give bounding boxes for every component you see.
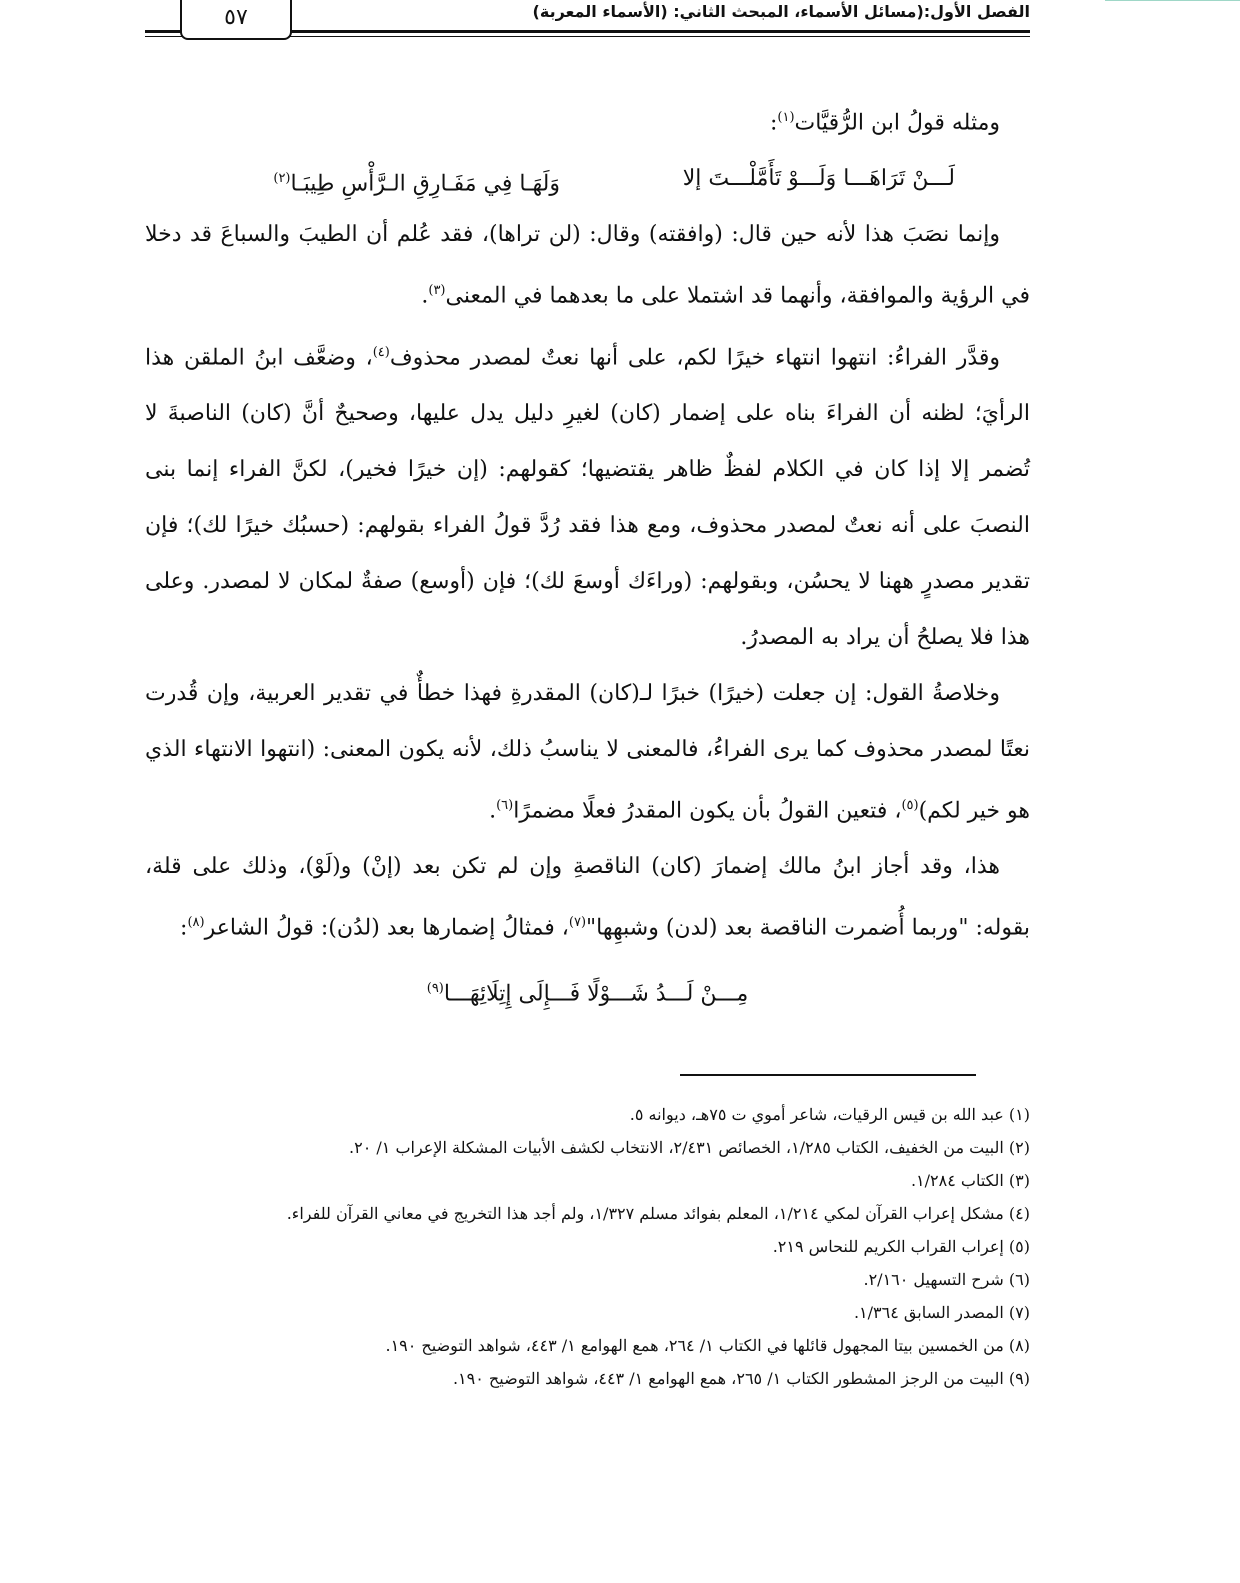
footnote-9: (٩) البيت من الرجز المشطور الكتاب ١/ ٢٦٥، همع الهوامع ١/ ٤٤٣، شواهد التوضيح ١٩٠. <box>452 1369 1030 1388</box>
footnote-8: (٨) من الخمسين بيتا المجهول قائلها في الكتاب ١/ ٢٦٤، همع الهوامع ١/ ٤٤٣، شواهد التوضيح ١٩٠. <box>385 1336 1030 1355</box>
footnote-4: (٤) مشكل إعراب القرآن لمكي ١/٢١٤، المعلم بفوائد مسلم ١/٣٢٧، ولم أجد هذا التخريج في معاني القرآن للفراء. <box>286 1204 1030 1223</box>
footnote-ref: (٩) <box>426 980 444 996</box>
footnotes <box>145 1098 1030 1395</box>
verse-1-first-hemistich: لَـــنْ تَرَاهَـــا وَلَـــوْ تَأَمَّلْـــتَ إلا <box>682 166 955 192</box>
footnote-ref: (٧) <box>568 915 587 931</box>
main-text <box>145 90 1030 1017</box>
paragraph-4: هذا، وقد أجاز ابنُ مالك إضمارَ (كان) الناقصةِ وإن لم تكن بعد (إنْ) و(لَوْ)، وذلك على قلة، بقوله: "وربما أُضمرت الناقصة بعد (لدن) وشبهِها"$^{(٧)}$، فمثالُ إضمارها بعد (لدُن): قولُ الشاعر$^{(٨)}$: <box>145 854 1030 941</box>
page-number: ٥٧ <box>180 0 292 40</box>
footnote-2: (٢) البيت من الخفيف، الكتاب ١/٢٨٥، الخصائص ٢/٤٣١، الانتخاب لكشف الأبيات المشكلة الإعراب ١/ ٢٠. <box>349 1138 1030 1157</box>
footnote-5: (٥) إعراب القراب الكريم للنحاس ٢١٩. <box>772 1237 1030 1256</box>
footnote-ref: (٢) <box>273 171 291 187</box>
page-header <box>145 0 1030 42</box>
footnote-6: (٦) شرح التسهيل ٢/١٦٠. <box>863 1270 1030 1289</box>
footnote-3: (٣) الكتاب ١/٢٨٤. <box>910 1171 1030 1190</box>
footnote-ref: (٤) <box>372 344 390 360</box>
footnote-separator <box>680 1074 976 1076</box>
footnote-ref: (٨) <box>187 915 205 931</box>
footnote-ref: (٦) <box>496 797 514 813</box>
verse-1-second-hemistich: وَلَهَـا فِي مَفَـارِقِ الـرَّأْسِ طِيبَـا$^{(٢)}$ <box>273 171 560 197</box>
footnote-7: (٧) المصدر السابق ١/٣٦٤. <box>853 1303 1030 1322</box>
footnote-ref: (١) <box>777 110 795 125</box>
footnote-ref: (٣) <box>428 283 446 299</box>
intro-line: ومثله قولُ ابن الرُّقيَّات$^{(١)}$: <box>769 110 1000 136</box>
paragraph-3: وخلاصةُ القول: إن جعلت (خيرًا) خبرًا لـ(كان) المقدرةِ فهذا خطأٌ في تقدير العربية، وإن قُدرت نعتًا لمصدر محذوف كما يرى الفراءُ، فالمعنى لا يناسبُ ذلك، لأنه يكون المعنى: (انتهوا الانتهاء الذي هو خير لكم)$^{(٥)}$، فتعين القولُ بأن يكون المقدرُ فعلًا مضمرًا$^{(٦)}$. <box>145 680 1030 824</box>
verse-1 <box>145 151 1030 207</box>
paragraph-1: وإنما نصَبَ هذا لأنه حين قال: (وافقته) وقال: (لن تراها)، فقد عُلم أن الطيبَ والسباعَ قد دخلا في الرؤية والموافقة، وأنهما قد اشتملا على ما بعدهما في المعنى$^{(٣)}$. <box>145 222 1030 309</box>
chapter-title: الفصل الأول:(مسائل الأسماء، المبحث الثاني: (الأسماء المعربة) <box>532 2 1030 21</box>
verse-2: مِـــنْ لَـــدُ شَـــوْلًا فَـــإِلَى إِتِلَائِهَـــا$^{(٩)}$ <box>426 980 749 1006</box>
paragraph-2: وقدَّر الفراءُ: انتهوا انتهاء خيرًا لكم، على أنها نعتٌ لمصدر محذوف$^{(٤)}$، وضعَّف ابنُ الملقن هذا الرأيَ؛ لظنه أن الفراءَ بناه على إضمار (كان) لغيرِ دليل يدل عليها، وصحيحٌ أنَّ (كان) الناصبةَ لا تُضمر إلا إذا كان في الكلام لفظٌ ظاهر يقتضيها؛ كقولهم: (إن خيرًا فخير)، لكنَّ الفراء إنما بنى النصبَ على أنه نعتٌ لمصدر محذوف، ومع هذا فقد رُدَّ قولُ الفراء بقولهم: (حسبُك خيرًا لك)؛ فإن تقدير مصدرٍ ههنا لا يحسُن، وبقولهم: (وراءَك أوسعَ لك)؛ فإن (أوسع) صفةٌ لمكان لا لمصدر. وعلى هذا فلا يصلحُ أن يراد به المصدرُ. <box>145 344 1030 650</box>
footnote-ref: (٥) <box>901 797 919 813</box>
footnote-1: (١) عبد الله بن قيس الرقيات، شاعر أموي ت ٧٥هـ، ديوانه ٥. <box>629 1105 1030 1124</box>
page-corner-line <box>1105 0 1240 11</box>
